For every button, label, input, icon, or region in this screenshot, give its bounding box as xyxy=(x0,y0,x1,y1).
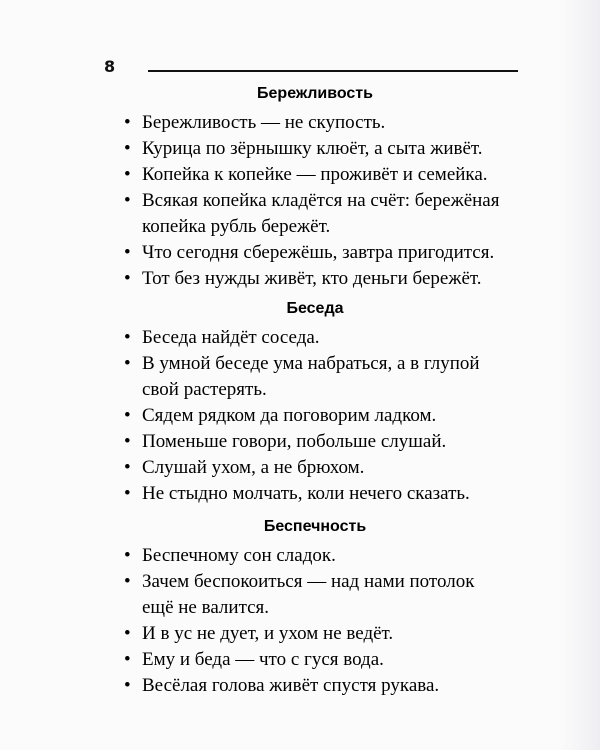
section-title: Беседа xyxy=(286,300,344,317)
proverb-item xyxy=(120,351,540,403)
bullet-icon: • xyxy=(124,675,131,696)
proverb-line: Всякая копейка кладётся на счёт: бережёная xyxy=(142,190,500,211)
section-beseda xyxy=(120,295,540,507)
proverb-item xyxy=(120,240,540,266)
bullet-icon: • xyxy=(124,327,131,348)
proverb-list xyxy=(120,543,540,699)
proverb-item xyxy=(120,325,540,351)
bullet-icon: • xyxy=(124,431,131,452)
bullet-icon: • xyxy=(124,457,131,478)
proverb-item xyxy=(120,543,540,569)
proverb-list xyxy=(120,325,540,507)
bullet-icon: • xyxy=(124,623,131,644)
proverb-line: В умной беседе ума набраться, а в глупой xyxy=(142,353,480,374)
proverb-line: Что сегодня сбережёшь, завтра пригодится. xyxy=(142,242,495,263)
section-title: Бережливость xyxy=(257,85,373,102)
proverb-item xyxy=(120,188,540,240)
proverb-line: копейка рубль бережёт. xyxy=(142,216,331,237)
proverb-item xyxy=(120,481,540,507)
bullet-icon: • xyxy=(124,138,131,159)
section-bespechnost xyxy=(120,513,540,699)
proverb-line: Не стыдно молчать, коли нечего сказать. xyxy=(142,483,470,504)
proverb-line: Весёлая голова живёт спустя рукава. xyxy=(142,675,440,696)
page-edge-shadow xyxy=(558,0,600,750)
proverb-line: И в ус не дует, и ухом не ведёт. xyxy=(142,623,394,644)
proverb-item xyxy=(120,455,540,481)
section-title: Беспечность xyxy=(263,518,367,535)
bullet-icon: • xyxy=(124,545,131,566)
proverb-item xyxy=(120,429,540,455)
proverb-line: Беседа найдёт соседа. xyxy=(142,327,320,348)
section-berezhlivost xyxy=(120,80,540,292)
proverb-line: Курица по зёрнышку клюёт, а сыта живёт. xyxy=(142,138,483,159)
bullet-icon: • xyxy=(124,571,131,592)
proverb-item xyxy=(120,266,540,292)
proverb-item xyxy=(120,136,540,162)
proverb-item xyxy=(120,647,540,673)
bullet-icon: • xyxy=(124,353,131,374)
proverb-list xyxy=(120,110,540,292)
proverb-item xyxy=(120,162,540,188)
bullet-icon: • xyxy=(124,242,131,263)
header-rule xyxy=(148,70,518,72)
proverb-line: Беспечному сон сладок. xyxy=(142,545,336,566)
bullet-icon: • xyxy=(124,164,131,185)
proverb-item xyxy=(120,569,540,621)
proverb-line: Тот без нужды живёт, кто деньги бережёт. xyxy=(142,268,482,289)
bullet-icon: • xyxy=(124,268,131,289)
page-number: 8 xyxy=(104,57,116,76)
proverb-line: Бережливость — не скупость. xyxy=(142,112,386,133)
proverb-line: Слушай ухом, а не брюхом. xyxy=(142,457,365,478)
proverb-line: свой растерять. xyxy=(142,379,267,400)
proverb-item xyxy=(120,673,540,699)
bullet-icon: • xyxy=(124,112,131,133)
bullet-icon: • xyxy=(124,483,131,504)
proverb-line: Поменьше говори, побольше слушай. xyxy=(142,431,447,452)
proverb-item xyxy=(120,110,540,136)
bullet-icon: • xyxy=(124,190,131,211)
proverb-line: Ему и беда — что с гуся вода. xyxy=(142,649,384,670)
proverb-line: Копейка к копейке — проживёт и семейка. xyxy=(142,164,488,185)
bullet-icon: • xyxy=(124,405,131,426)
proverb-line: Зачем беспокоиться — над нами потолок xyxy=(142,571,475,592)
proverb-item xyxy=(120,403,540,429)
proverb-line: ещё не валится. xyxy=(142,597,270,618)
proverb-item xyxy=(120,621,540,647)
bullet-icon: • xyxy=(124,649,131,670)
proverb-line: Сядем рядком да поговорим ладком. xyxy=(142,405,437,426)
